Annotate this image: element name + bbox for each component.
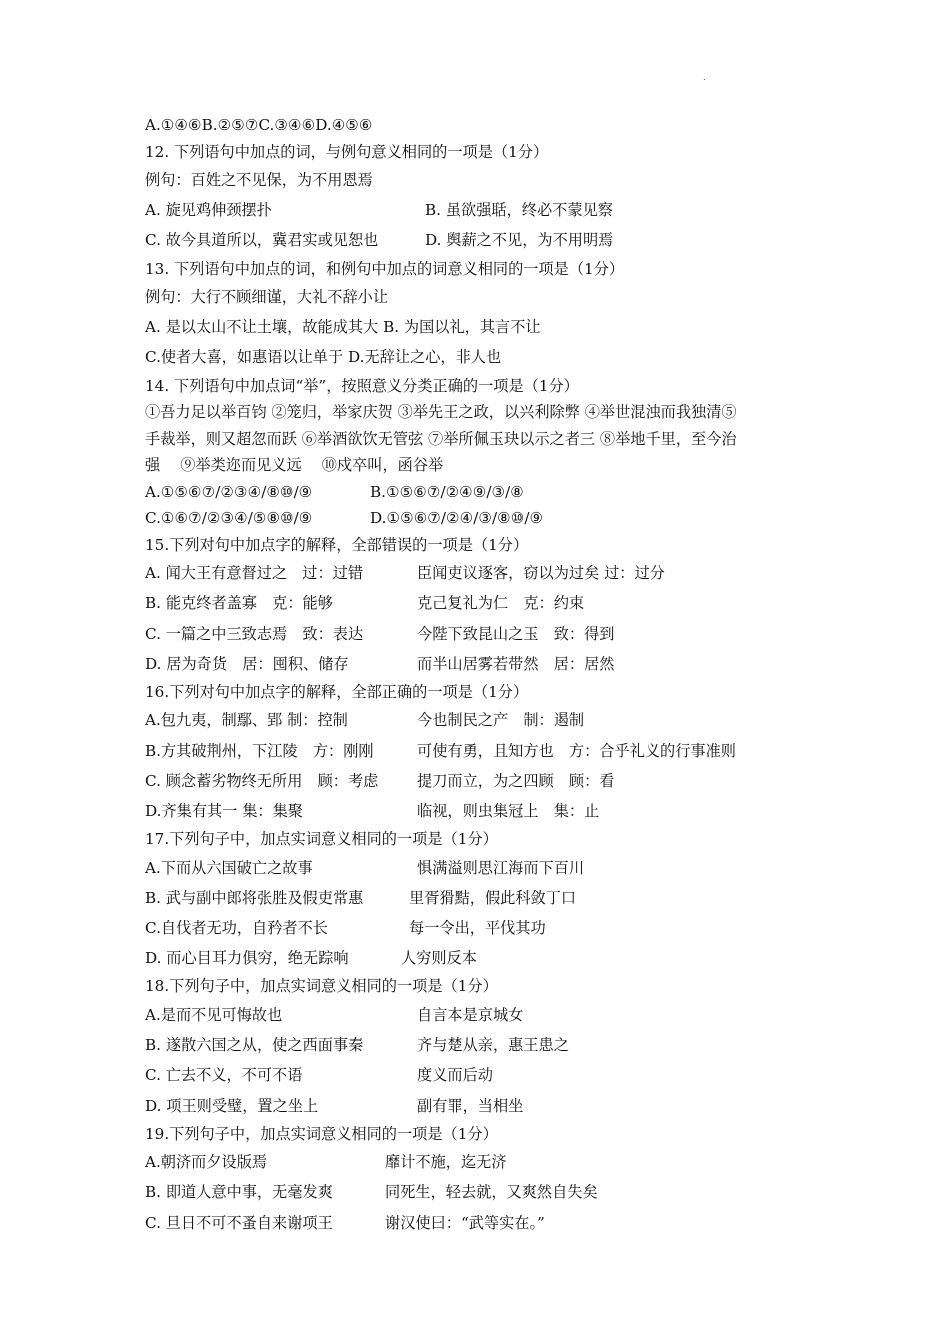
- option-right: 惧满溢则思江海而下百川: [417, 858, 585, 877]
- option-left: B. 能克终者盖寡 克：能够: [145, 594, 333, 613]
- option-row: [145, 479, 845, 506]
- option-right: 齐与楚从亲，惠王患之: [417, 1036, 569, 1055]
- option-right: 谢汉使曰：“武等实在。”: [385, 1213, 545, 1232]
- text-line: 15.下列对句中加点字的解释，全部错误的一项是（1分）: [145, 535, 529, 554]
- option-row: [145, 705, 845, 735]
- option-row: [145, 649, 845, 679]
- option-right: 副有罪，当相坐: [417, 1096, 524, 1115]
- option-row: [145, 1177, 845, 1207]
- text-line: 14. 下列语句中加点词“举”，按照意义分类正确的一项是（1分）: [145, 376, 579, 395]
- option-right: 今陛下致昆山之玉 致：得到: [417, 624, 615, 643]
- option-row: [145, 1091, 845, 1121]
- option-left: A.下而从六国破亡之故事: [145, 858, 313, 877]
- option-row: [145, 766, 845, 796]
- text-line: ①吾力足以举百钧 ②笼归，举家庆贺 ③举先王之政，以兴利除弊 ④举世混浊而我独清⑤: [145, 403, 737, 422]
- option-left: C. 一篇之中三致志焉 致：表达: [145, 624, 364, 643]
- text-line: 19.下列句子中，加点实词意义相同的一项是（1分）: [145, 1124, 498, 1143]
- option-row: [145, 736, 845, 766]
- option-right: B. 虽欲强聒，终必不蒙见察: [425, 201, 613, 220]
- option-row: [145, 1060, 845, 1090]
- option-left: C. 亡去不义，不可不语: [145, 1066, 303, 1085]
- option-left: B. 遂散六国之从，使之西面事秦: [145, 1036, 364, 1055]
- text-line: C.使者大喜，如惠语以让单于 D.无辞让之心，非人也: [145, 348, 502, 367]
- option-left: D. 居为奇货 居：囤积、储存: [145, 654, 349, 673]
- option-left: B. 即道人意中事，无毫发爽: [145, 1183, 333, 1202]
- option-right: 度义而后动: [417, 1066, 493, 1085]
- option-row: [145, 943, 845, 973]
- option-row: [145, 558, 845, 588]
- text-line: 例句：百姓之不见保，为不用恩焉: [145, 171, 373, 189]
- option-left: C.①⑥⑦/②③④/⑤⑧⑩/⑨: [145, 509, 313, 528]
- text-line: 13. 下列语句中加点的词，和例句中加点的词意义相同的一项是（1分）: [145, 259, 625, 278]
- option-right: 可使有勇，且知方也 方：合乎礼义的行事准则: [417, 741, 736, 760]
- option-row: [145, 1030, 845, 1060]
- option-right: 同死生，轻去就，又爽然自失矣: [385, 1183, 598, 1202]
- option-left: A.①⑤⑥⑦/②③④/⑧⑩/⑨: [145, 482, 313, 501]
- option-row: [145, 883, 845, 913]
- option-left: C. 顾念蓄劣物终无所用 顾：考虑: [145, 771, 379, 790]
- text-line: A. 是以太山不让土壤，故能成其大 B. 为国以礼，其言不让: [145, 318, 541, 337]
- question-content: [145, 112, 845, 1238]
- option-left: D.齐集有其一 集：集聚: [145, 802, 303, 820]
- option-right: 克己复礼为仁 克：约束: [417, 594, 585, 613]
- option-left: A. 闻大王有意督过之 过：过错: [145, 564, 364, 583]
- text-line: 17.下列句子中，加点实词意义相同的一项是（1分）: [145, 830, 498, 849]
- option-right: 靡计不施，迄无济: [385, 1153, 507, 1172]
- text-line: 18.下列句子中，加点实词意义相同的一项是（1分）: [145, 977, 498, 996]
- option-row: [145, 588, 845, 618]
- option-right: D.①⑤⑥⑦/②④/③/⑧⑩/⑨: [370, 509, 544, 528]
- option-right: B.①⑤⑥⑦/②④⑨/③/⑧: [370, 482, 524, 501]
- option-right: 而半山居雾若带然 居：居然: [417, 654, 615, 673]
- option-left: A. 旋见鸡伸颈摆扑: [145, 201, 272, 220]
- option-left: C. 故今具道所以，冀君实或见恕也: [145, 231, 379, 250]
- text-line: 强 ⑨举类迩而见义远 ⑩戍卒叫，函谷举: [145, 456, 444, 475]
- option-right: 今也制民之产 制：遏制: [417, 711, 585, 730]
- option-row: [145, 1147, 845, 1177]
- option-right: 每一令出，平伐其功: [409, 919, 546, 938]
- option-left: C. 旦日不可不蚤自来谢项王: [145, 1213, 333, 1232]
- option-left: C.自伐者无功，自矜者不长: [145, 919, 328, 938]
- text-line: 12. 下列语句中加点的词，与例句意义相同的一项是（1分）: [145, 142, 549, 161]
- option-row: [145, 225, 845, 255]
- option-left: A.朝济而夕设版焉: [145, 1153, 268, 1172]
- option-left: B.方其破荆州，下江陵 方：刚刚: [145, 741, 374, 760]
- option-row: [145, 796, 845, 826]
- option-right: 提刀而立，为之四顾 顾：看: [417, 771, 615, 790]
- option-right: 里胥猾黠，假此科敛丁口: [409, 888, 577, 907]
- option-row: [145, 619, 845, 649]
- text-line: 手裁举，则又超忽而跃 ⑥举酒欲饮无管弦 ⑦举所佩玉玦以示之者三 ⑧举地千里，至今治: [145, 429, 737, 448]
- option-row: [145, 853, 845, 883]
- option-right: 人穷则反本: [401, 949, 477, 968]
- text-line: A.①④⑥B.②⑤⑦C.③④⑥D.④⑤⑥: [145, 116, 373, 134]
- option-left: B. 武与副中郎将张胜及假吏常惠: [145, 888, 364, 907]
- option-left: A.是而不见可悔故也: [145, 1005, 283, 1024]
- option-left: D. 而心目耳力俱穷，绝无踪响: [145, 949, 349, 968]
- option-right: 自言本是京城女: [417, 1005, 524, 1024]
- option-row: [145, 913, 845, 943]
- option-row: [145, 505, 845, 532]
- option-row: [145, 195, 845, 225]
- option-right: D. 舆薪之不见，为不用明焉: [425, 231, 614, 250]
- text-line: 例句：大行不顾细谨，大礼不辞小让: [145, 288, 388, 307]
- option-right: 临视，则虫集冠上 集：止: [417, 802, 600, 820]
- option-left: A.包九夷，制鄢、郢 制：控制: [145, 711, 348, 730]
- option-row: [145, 1208, 845, 1238]
- option-row: [145, 1000, 845, 1030]
- text-line: 16.下列对句中加点字的解释，全部正确的一项是（1分）: [145, 682, 529, 701]
- option-right: 臣闻吏议逐客，窃以为过矣 过：过分: [417, 564, 665, 583]
- page-mark: .: [703, 72, 706, 83]
- option-left: D. 项王则受璧，置之坐上: [145, 1096, 319, 1115]
